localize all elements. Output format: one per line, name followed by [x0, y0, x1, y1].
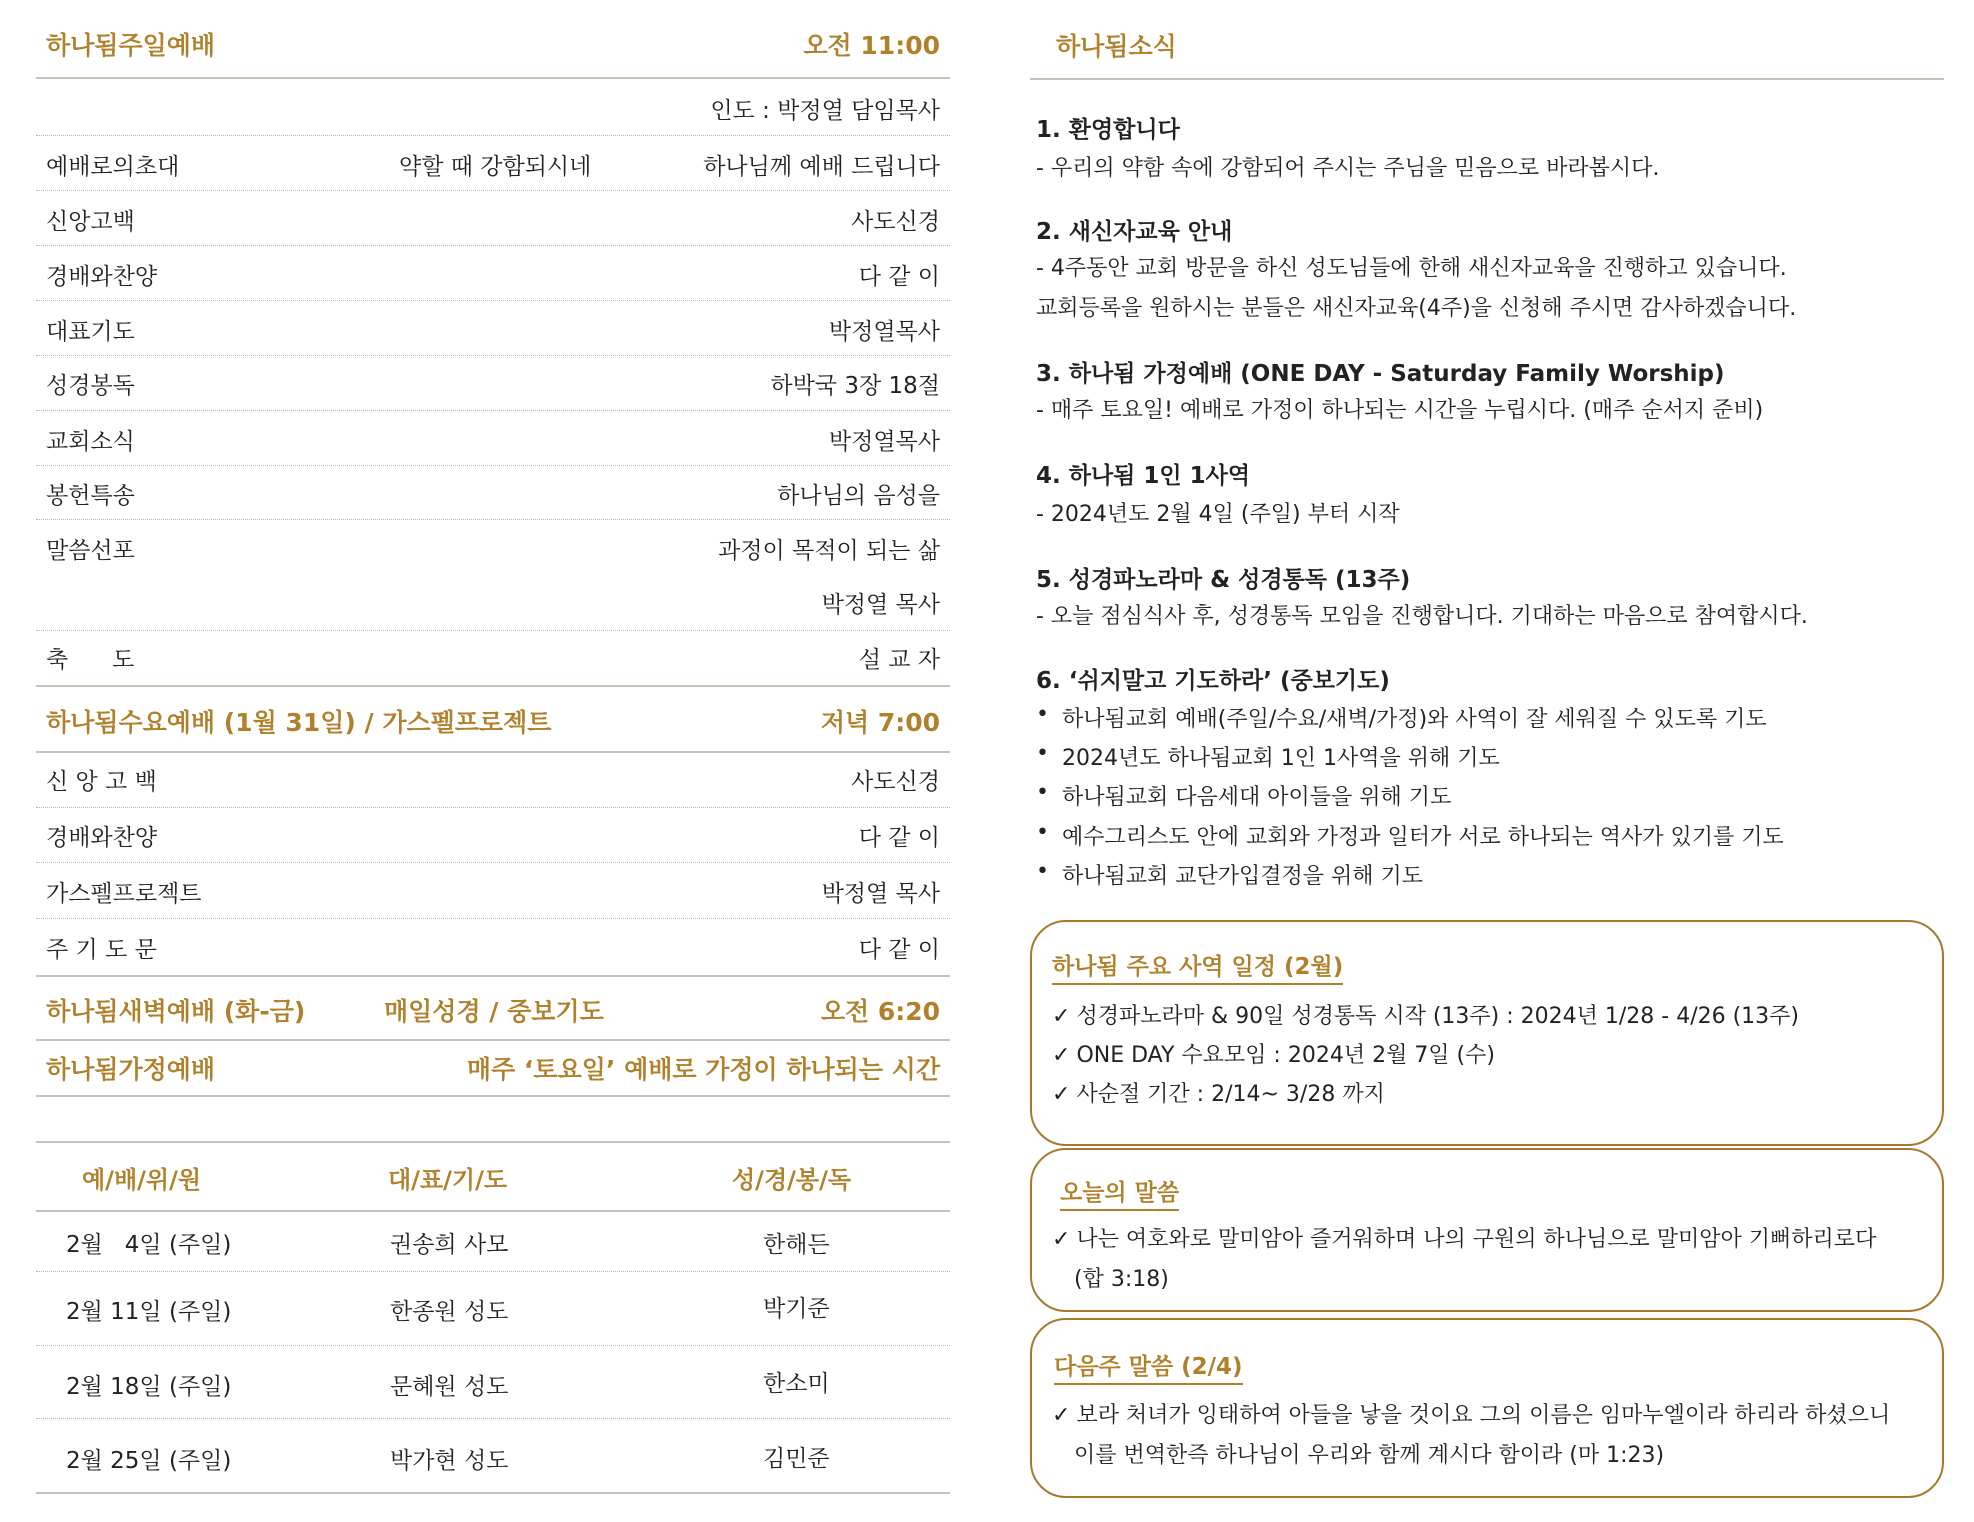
preacher-row	[36, 586, 950, 616]
order-right: 박정열 목사	[821, 881, 940, 907]
committee-prayer: 박가현 성도	[390, 1448, 509, 1474]
next-word-text: 보라 처녀가 잉태하여 아들을 낳을 것이요 그의 이름은 임마누엘이라 하리라 하셨으니	[1076, 1403, 1891, 1428]
news-item-title: 4. 하나됨 1인 1사역	[1036, 463, 1251, 489]
order-right: 다 같 이	[858, 825, 940, 851]
today-word-line	[1052, 1222, 1876, 1253]
order-item: 신 앙 고 백	[46, 769, 157, 795]
divider	[36, 465, 950, 466]
order-item: 예배로의초대	[46, 154, 180, 180]
committee-prayer: 한종원 성도	[390, 1299, 509, 1325]
committee-reading: 한소미	[763, 1371, 830, 1397]
divider	[36, 190, 950, 191]
divider	[36, 1492, 950, 1494]
order-row	[36, 203, 950, 233]
order-right: 하나님의 음성을	[777, 483, 940, 509]
order-row	[36, 819, 950, 849]
order-right: 설 교 자	[858, 647, 940, 673]
news-item-title: 3. 하나됨 가정예배 (ONE DAY - Saturday Family Worship)	[1036, 361, 1725, 387]
news-title: 하나됨소식	[1056, 32, 1177, 61]
order-mid: 약할 때 강함되시네	[399, 154, 592, 180]
divider	[36, 1141, 950, 1143]
order-right: 과정이 목적이 되는 삶	[718, 538, 940, 564]
next-word-line2: 이를 번역한즉 하나님이 우리와 함께 계시다 함이라 (마 1:23)	[1074, 1443, 1665, 1468]
divider	[36, 862, 950, 863]
news-item-text: - 2024년도 2월 4일 (주일) 부터 시작	[1036, 502, 1400, 527]
schedule-box	[1030, 920, 1944, 1146]
divider	[36, 975, 950, 977]
committee-date: 2월 18일 (주일)	[66, 1374, 232, 1400]
divider	[36, 77, 950, 79]
order-item: 성경봉독	[46, 373, 135, 399]
prayer-text: 2024년도 하나됨교회 1인 1사역을 위해 기도	[1062, 746, 1500, 771]
divider	[36, 355, 950, 356]
dawn-service-desc: 매일성경 / 중보기도	[384, 997, 604, 1026]
order-right: 다 같 이	[858, 937, 940, 963]
order-item: 대표기도	[46, 319, 135, 345]
dawn-service-time: 오전 6:20	[820, 997, 940, 1026]
leader-text: 인도 : 박정열 담임목사	[710, 98, 940, 124]
order-row	[36, 763, 950, 793]
prayer-item	[1038, 741, 1500, 772]
prayer-item	[1038, 820, 1784, 851]
divider	[36, 1345, 950, 1346]
news-item-text: 교회등록을 원하시는 분들은 새신자교육(4주)을 신청해 주시면 감사하겠습니다.	[1036, 296, 1797, 321]
order-right: 사도신경	[851, 769, 940, 795]
order-item: 주 기 도 문	[46, 937, 157, 963]
divider	[36, 807, 950, 808]
news-item-text: - 오늘 점심식사 후, 성경통독 모임을 진행합니다. 기대하는 마음으로 참여합시다.	[1036, 604, 1808, 629]
prayer-text: 하나됨교회 예배(주일/수요/새벽/가정)와 사역이 잘 세워질 수 있도록 기도	[1062, 707, 1767, 732]
committee-header-reading: 성/경/봉/독	[732, 1166, 852, 1194]
news-column	[1030, 0, 1944, 1522]
order-item: 가스펠프로젝트	[46, 881, 202, 907]
prayer-item	[1038, 780, 1451, 811]
committee-reading: 한해든	[763, 1232, 830, 1258]
worship-order-column	[36, 0, 950, 1522]
committee-reading: 박기준	[763, 1296, 830, 1322]
prayer-text: 하나됨교회 다음세대 아이들을 위해 기도	[1062, 785, 1452, 810]
order-item: 축 도	[46, 647, 135, 673]
divider	[36, 685, 950, 687]
order-row	[36, 931, 950, 961]
committee-prayer: 문혜원 성도	[390, 1374, 509, 1400]
schedule-title: 하나됨 주요 사역 일정 (2월)	[1052, 948, 1343, 985]
today-word-text: 나는 여호와로 말미암아 즐거워하며 나의 구원의 하나님으로 말미암아 기뻐하리로다	[1076, 1227, 1877, 1252]
order-item: 교회소식	[46, 429, 135, 455]
order-item: 경배와찬양	[46, 264, 158, 290]
check-icon: ✓	[1052, 1043, 1071, 1068]
check-icon: ✓	[1052, 1004, 1071, 1029]
order-row	[36, 423, 950, 453]
committee-reading: 김민준	[763, 1446, 830, 1472]
divider	[36, 630, 950, 631]
order-right: 다 같 이	[858, 264, 940, 290]
order-right: 박정열목사	[828, 429, 940, 455]
order-row	[36, 313, 950, 343]
order-item: 경배와찬양	[46, 825, 158, 851]
prayer-item	[1038, 702, 1767, 733]
divider	[1030, 78, 1944, 80]
family-service-desc: 매주 ‘토요일’ 예배로 가정이 하나되는 시간	[466, 1055, 940, 1084]
news-item-text: - 4주동안 교회 방문을 하신 성도님들에 한해 새신자교육을 진행하고 있습니다.	[1036, 256, 1787, 281]
divider	[36, 1039, 950, 1041]
order-right: 사도신경	[851, 209, 940, 235]
dawn-service-title: 하나됨새벽예배 (화-금)	[46, 997, 306, 1026]
schedule-item	[1052, 1038, 1495, 1069]
prayer-text: 예수그리스도 안에 교회와 가정과 일터가 서로 하나되는 역사가 있기를 기도	[1062, 825, 1784, 850]
divider	[36, 1210, 950, 1212]
divider	[36, 918, 950, 919]
order-right: 박정열목사	[828, 319, 940, 345]
divider	[36, 1095, 950, 1097]
schedule-text: ONE DAY 수요모임 : 2024년 2월 7일 (수)	[1076, 1043, 1495, 1068]
wednesday-service-title: 하나됨수요예배 (1월 31일) / 가스펠프로젝트	[46, 708, 552, 737]
next-word-box	[1030, 1318, 1944, 1498]
order-row	[36, 367, 950, 397]
sunday-service-title: 하나됨주일예배	[46, 31, 216, 60]
committee-prayer: 권송희 사모	[390, 1232, 509, 1258]
schedule-text: 사순절 기간 : 2/14~ 3/28 까지	[1076, 1082, 1385, 1107]
committee-header-prayer: 대/표/기/도	[388, 1166, 508, 1194]
divider	[36, 135, 950, 136]
preacher-name: 박정열 목사	[821, 592, 940, 618]
check-icon: ✓	[1052, 1403, 1071, 1428]
divider	[36, 751, 950, 753]
check-icon: ✓	[1052, 1082, 1071, 1107]
today-word-box	[1030, 1148, 1944, 1312]
divider	[36, 245, 950, 246]
order-item: 신앙고백	[46, 209, 135, 235]
divider	[36, 1418, 950, 1419]
committee-date: 2월 11일 (주일)	[66, 1299, 232, 1325]
check-icon: ✓	[1052, 1227, 1071, 1252]
schedule-item	[1052, 1077, 1385, 1108]
family-service-title: 하나됨가정예배	[46, 1055, 216, 1084]
divider	[36, 1271, 950, 1272]
next-word-line	[1052, 1398, 1890, 1429]
leader-row	[36, 92, 950, 122]
order-row	[36, 875, 950, 905]
next-word-title: 다음주 말씀 (2/4)	[1054, 1348, 1243, 1385]
today-word-ref: (합 3:18)	[1074, 1267, 1169, 1292]
news-item-title: 5. 성경파노라마 & 성경통독 (13주)	[1036, 567, 1411, 593]
prayer-text: 하나됨교회 교단가입결정을 위해 기도	[1062, 864, 1424, 889]
schedule-item	[1052, 999, 1799, 1030]
order-item: 봉헌특송	[46, 483, 135, 509]
schedule-text: 성경파노라마 & 90일 성경통독 시작 (13주) : 2024년 1/28 - 4/26 (13주)	[1076, 1004, 1800, 1029]
news-item-title: 1. 환영합니다	[1036, 117, 1180, 143]
committee-date: 2월 4일 (주일)	[66, 1232, 232, 1258]
order-right: 하박국 3장 18절	[770, 373, 940, 399]
committee-date: 2월 25일 (주일)	[66, 1448, 232, 1474]
prayer-item	[1038, 859, 1423, 890]
order-row	[36, 258, 950, 288]
order-row	[36, 532, 950, 562]
news-item-text: - 우리의 약함 속에 강함되어 주시는 주님을 믿음으로 바라봅시다.	[1036, 156, 1660, 181]
order-row	[36, 148, 950, 178]
divider	[36, 410, 950, 411]
benediction-row	[36, 641, 950, 671]
sunday-service-time: 오전 11:00	[803, 31, 940, 60]
news-item-title: 2. 새신자교육 안내	[1036, 219, 1233, 245]
today-word-title: 오늘의 말씀	[1060, 1174, 1179, 1211]
divider	[36, 300, 950, 301]
news-item-text: - 매주 토요일! 예배로 가정이 하나되는 시간을 누립시다. (매주 순서지 준비)	[1036, 398, 1764, 423]
divider	[36, 519, 950, 520]
wednesday-service-time: 저녁 7:00	[820, 708, 940, 737]
order-item: 말씀선포	[46, 538, 135, 564]
prayer-title: 6. ‘쉬지말고 기도하라’ (중보기도)	[1036, 668, 1390, 694]
order-right: 하나님께 예배 드립니다	[703, 154, 940, 180]
committee-header-date: 예/배/위/원	[82, 1166, 202, 1194]
order-row	[36, 477, 950, 507]
